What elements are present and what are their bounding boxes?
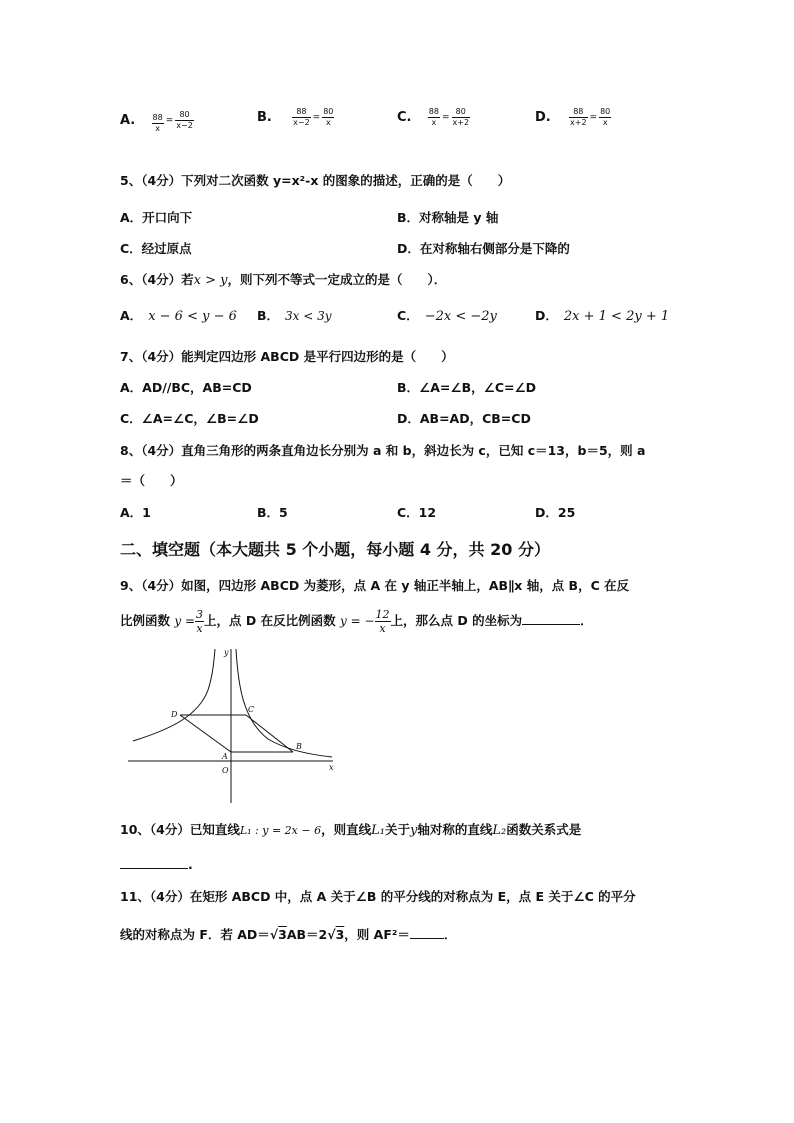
q9-graph <box>128 645 338 805</box>
fraction-numerator: 88 <box>292 107 311 118</box>
q9-text: 上，点 D 在反比例函数 <box>204 613 336 628</box>
fraction-numerator: 12 <box>375 608 390 621</box>
sqrt-symbol: √ <box>327 927 336 942</box>
segment-da <box>180 715 231 752</box>
q6-option-c[interactable] <box>397 306 497 324</box>
fraction-denominator: x <box>431 118 437 127</box>
label-d: D <box>171 710 178 719</box>
option-label: D. <box>535 110 551 125</box>
q10-text: 10、（4分）已知直线 <box>120 822 240 837</box>
q4-option-c[interactable] <box>397 107 470 128</box>
fraction-numerator: 88 <box>428 107 439 116</box>
option-label: A. <box>120 113 136 128</box>
fraction-denominator: x <box>196 622 203 635</box>
line-l1: L₁ <box>371 823 385 838</box>
y-symbol: y <box>409 823 418 838</box>
line-l2: L₂ <box>492 823 507 838</box>
fraction-denominator: x−2 <box>293 118 310 127</box>
q4-option-a[interactable] <box>120 107 194 134</box>
label-c: C <box>248 705 255 714</box>
q7-option-a[interactable]: A．AD//BC，AB=CD <box>120 380 252 395</box>
equals-sign: = <box>312 112 321 123</box>
fraction-numerator: 80 <box>452 107 471 118</box>
q10-text: 轴对称的直线 <box>417 822 493 837</box>
option-label: D． <box>535 308 558 323</box>
label-b: B <box>296 742 302 751</box>
equals-sign: = <box>589 112 598 123</box>
q4-option-b[interactable] <box>257 107 334 128</box>
answer-blank[interactable] <box>522 624 580 625</box>
q5-option-c[interactable]: C．经过原点 <box>120 241 192 256</box>
answer-blank[interactable] <box>410 938 444 939</box>
label-y: y <box>224 648 229 657</box>
q10-text: 函数关系式是 <box>506 822 582 837</box>
q11-text: AB＝2 <box>286 927 328 942</box>
q8-option-a[interactable]: A．1 <box>120 505 151 520</box>
q6-option-b[interactable] <box>257 306 332 324</box>
q5-option-b[interactable]: B．对称轴是 y 轴 <box>397 210 499 225</box>
option-expression: x − 6 < y − 6 <box>148 309 237 324</box>
q7-option-c[interactable]: C．∠A=∠C，∠B=∠D <box>120 411 259 426</box>
answer-blank[interactable] <box>120 868 188 869</box>
q11-line1: 11、（4分）在矩形 ABCD 中，点 A 关于∠B 的平分线的对称点为 E，点 E 关于∠C 的平分 <box>120 889 636 904</box>
line-l1-equation: L₁ : y = 2x − 6 <box>239 824 322 837</box>
function-lhs: y = − <box>339 614 375 628</box>
q6-option-d[interactable] <box>535 306 669 324</box>
fraction-numerator: 80 <box>175 110 194 121</box>
sqrt-radicand: 3 <box>335 927 345 942</box>
fraction-numerator: 88 <box>569 107 588 118</box>
q9-text: ． <box>580 613 593 628</box>
fraction-denominator: x+2 <box>570 118 587 127</box>
option-label: C. <box>397 110 412 125</box>
option-label: C． <box>397 308 419 323</box>
fraction <box>375 608 391 635</box>
option-label: B. <box>257 110 272 125</box>
fraction-numerator: 88 <box>152 113 163 122</box>
curve-right <box>236 649 332 757</box>
q11-text: 线的对称点为 F．若 AD＝ <box>120 927 270 942</box>
q9-text: 比例函数 <box>120 613 171 628</box>
q8-stem-line1: 8、（4分）直角三角形的两条直角边长分别为 a 和 b，斜边长为 c，已知 c＝13，b＝5，则 a <box>120 443 646 458</box>
equals-sign: = <box>441 112 450 123</box>
q9-text: 上，那么点 D 的坐标为 <box>390 613 523 628</box>
q8-option-d[interactable]: D．25 <box>535 505 576 520</box>
q7-option-d[interactable]: D．AB=AD，CB=CD <box>397 411 531 426</box>
fraction-denominator: x <box>325 118 331 127</box>
q6-stem-pre: 6、（4分）若 <box>120 272 194 287</box>
curve-left <box>133 649 215 741</box>
q10-text: ，则直线 <box>321 822 372 837</box>
q7-stem: 7、（4分）能判定四边形 ABCD 是平行四边形的是（ ） <box>120 349 454 364</box>
fraction-denominator: x−2 <box>176 121 193 130</box>
q6-condition: x > y <box>193 273 228 288</box>
q6-stem-post: ，则下列不等式一定成立的是（ ）． <box>227 272 447 287</box>
q10-text: 关于 <box>384 822 410 837</box>
q9-line2 <box>120 604 593 638</box>
fraction-denominator: x+2 <box>452 118 470 127</box>
option-expression: 3x < 3y <box>285 309 332 323</box>
q8-option-c[interactable]: C．12 <box>397 505 437 520</box>
q7-option-b[interactable]: B．∠A=∠B，∠C=∠D <box>397 380 537 395</box>
option-label: A． <box>120 308 143 323</box>
fraction-numerator: 3 <box>196 608 204 621</box>
q11-text: ，则 AF²＝ <box>344 927 410 942</box>
q6-option-a[interactable] <box>120 306 237 324</box>
fraction-denominator: x <box>379 622 386 635</box>
fraction-denominator: x <box>602 118 608 127</box>
label-a: A <box>222 752 228 761</box>
q11-line2 <box>120 925 456 943</box>
q10-line2 <box>120 857 193 872</box>
section-heading: 二、填空题（本大题共 5 个小题，每小题 4 分，共 20 分） <box>120 540 550 559</box>
option-expression: −2x < −2y <box>424 309 497 324</box>
q5-option-a[interactable]: A．开口向下 <box>120 210 193 225</box>
q8-option-b[interactable]: B．5 <box>257 505 288 520</box>
segment-cb <box>246 715 293 752</box>
q6-stem <box>120 270 446 288</box>
option-label: B． <box>257 308 280 323</box>
option-expression: 2x + 1 < 2y + 1 <box>563 309 670 324</box>
q4-option-d[interactable] <box>535 107 611 128</box>
q8-stem-line2: ＝（ ） <box>120 473 183 488</box>
equals-sign: = <box>165 115 174 126</box>
q9-line1: 9、（4分）如图，四边形 ABCD 为菱形，点 A 在 y 轴正半轴上，AB∥x 轴，点 B，C 在反 <box>120 578 630 593</box>
label-x: x <box>329 763 334 772</box>
q5-stem: 5、（4分）下列对二次函数 y=x²-x 的图象的描述，正确的是（ ） <box>120 173 511 188</box>
fraction-numerator: 80 <box>600 107 611 116</box>
fraction-numerator: 80 <box>323 107 334 116</box>
label-o: O <box>222 766 229 775</box>
function-lhs: y = <box>174 614 196 628</box>
q11-text: ． <box>443 927 457 942</box>
sqrt-symbol: √ <box>269 927 279 942</box>
fraction-denominator: x <box>155 124 160 133</box>
sqrt-radicand: 3 <box>278 927 287 942</box>
q10-line1 <box>120 820 581 838</box>
fraction <box>195 608 204 635</box>
q10-text: . <box>188 857 193 872</box>
q5-option-d[interactable]: D．在对称轴右侧部分是下降的 <box>397 241 570 256</box>
